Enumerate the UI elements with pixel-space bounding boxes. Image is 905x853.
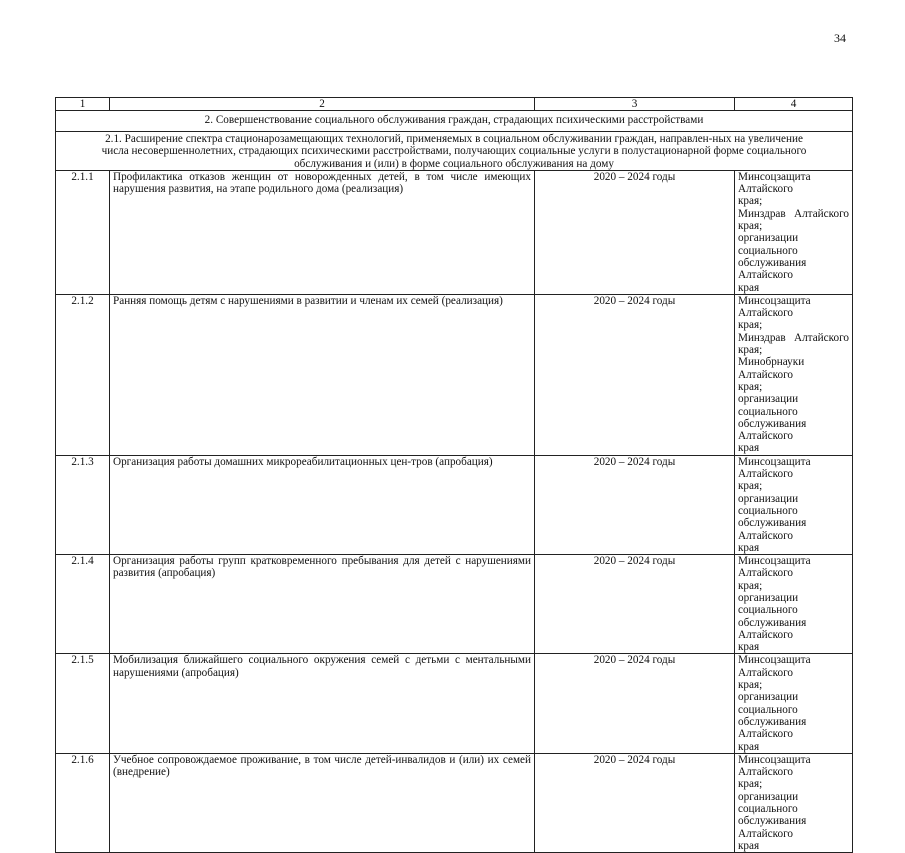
executor-line: организации социального	[738, 790, 799, 816]
section-row	[56, 111, 853, 132]
measure-executors	[735, 455, 853, 554]
measure-number: 2.1.3	[56, 455, 110, 554]
page-number: 34	[834, 31, 846, 45]
subsection-row	[56, 132, 853, 171]
executor-line: края;	[738, 778, 763, 791]
program-table	[55, 97, 853, 853]
measure-number: 2.1.6	[56, 753, 110, 852]
measure-number: 2.1.2	[56, 294, 110, 455]
measure-number: 2.1.5	[56, 654, 110, 753]
column-number-3: 3	[535, 98, 735, 111]
executor-line: края	[738, 839, 760, 852]
table-row	[56, 294, 853, 455]
executor-line: обслуживания Алтайского	[738, 256, 807, 282]
measure-executors	[735, 654, 853, 753]
measure-number: 2.1.4	[56, 555, 110, 654]
executor-line: Минсоцзащита Алтайского	[738, 170, 811, 196]
measure-description: Мобилизация ближайшего социального окружения семей с детьми с ментальными нарушениями (апробация)	[110, 654, 535, 753]
subsection-title: 2.1. Расширение спектра стационарозамещающих технологий, применяемых в социальном обслуживании граждан, направлен-ных на увеличение числа несовершеннолетних, страдающих психическими расстройствами, получающих социальные услуги в полустационарной форме социального обслуживания и (или) в форме социального обслуживания на дому	[56, 132, 853, 171]
column-number-2: 2	[110, 98, 535, 111]
executor-line: края	[738, 541, 760, 554]
executor-line: обслуживания Алтайского	[738, 517, 807, 542]
table-row	[56, 753, 853, 852]
executor-line: организации социального	[738, 232, 799, 257]
executor-line: организации социального	[738, 591, 799, 617]
table-row	[56, 455, 853, 554]
executor-line: Минздрав Алтайского края;	[738, 331, 849, 357]
executor-line: Минсоцзащита Алтайского	[738, 654, 811, 679]
section-title: 2. Совершенствование социального обслуживания граждан, страдающих психическими расстройствами	[56, 111, 853, 132]
executor-line: края	[738, 281, 760, 294]
measure-executors	[735, 170, 853, 294]
executor-line: края;	[738, 579, 763, 592]
executor-line: обслуживания Алтайского	[738, 417, 807, 443]
measure-period: 2020 – 2024 годы	[535, 753, 735, 852]
measure-period: 2020 – 2024 годы	[535, 455, 735, 554]
executor-line: обслуживания Алтайского	[738, 715, 807, 741]
measure-description: Организация работы групп кратковременного пребывания для детей с нарушениями развития (апробация)	[110, 555, 535, 654]
executor-line: края;	[738, 679, 763, 692]
executor-line: организации социального	[738, 393, 799, 418]
measure-number: 2.1.1	[56, 170, 110, 294]
measure-executors	[735, 555, 853, 654]
measure-period: 2020 – 2024 годы	[535, 555, 735, 654]
executor-line: организации социального	[738, 691, 799, 716]
column-number-4: 4	[735, 98, 853, 111]
executor-line: края;	[738, 195, 763, 208]
executor-line: Минсоцзащита Алтайского	[738, 455, 811, 481]
measure-description: Организация работы домашних микрореабилитационных цен-тров (апробация)	[110, 455, 535, 554]
measure-period: 2020 – 2024 годы	[535, 294, 735, 455]
table-row	[56, 170, 853, 294]
executor-line: Минобрнауки Алтайского	[738, 356, 805, 381]
executor-line: Минсоцзащита Алтайского	[738, 555, 811, 580]
executor-line: организации социального	[738, 492, 799, 517]
executor-line: обслуживания Алтайского	[738, 815, 807, 840]
measure-description: Учебное сопровождаемое проживание, в том числе детей-инвалидов и (или) их семей (внедрение)	[110, 753, 535, 852]
table-row	[56, 654, 853, 753]
measure-executors	[735, 753, 853, 852]
column-number-1: 1	[56, 98, 110, 111]
executor-line: края;	[738, 319, 763, 332]
measure-period: 2020 – 2024 годы	[535, 170, 735, 294]
executor-line: Минздрав Алтайского края;	[738, 207, 849, 233]
measure-executors	[735, 294, 853, 455]
column-number-row	[56, 98, 853, 111]
measure-period: 2020 – 2024 годы	[535, 654, 735, 753]
executor-line: края	[738, 641, 760, 654]
measure-description: Ранняя помощь детям с нарушениями в развитии и членам их семей (реализация)	[110, 294, 535, 455]
executor-line: края;	[738, 480, 763, 493]
executor-line: Минсоцзащита Алтайского	[738, 294, 811, 320]
executor-line: края;	[738, 380, 763, 393]
measure-description: Профилактика отказов женщин от новорожденных детей, в том числе имеющих нарушения развития, на этапе родильного дома (реализация)	[110, 170, 535, 294]
executor-line: Минсоцзащита Алтайского	[738, 753, 811, 779]
executor-line: края	[738, 442, 760, 455]
executor-line: обслуживания Алтайского	[738, 616, 807, 641]
executor-line: края	[738, 740, 760, 753]
table-row	[56, 555, 853, 654]
